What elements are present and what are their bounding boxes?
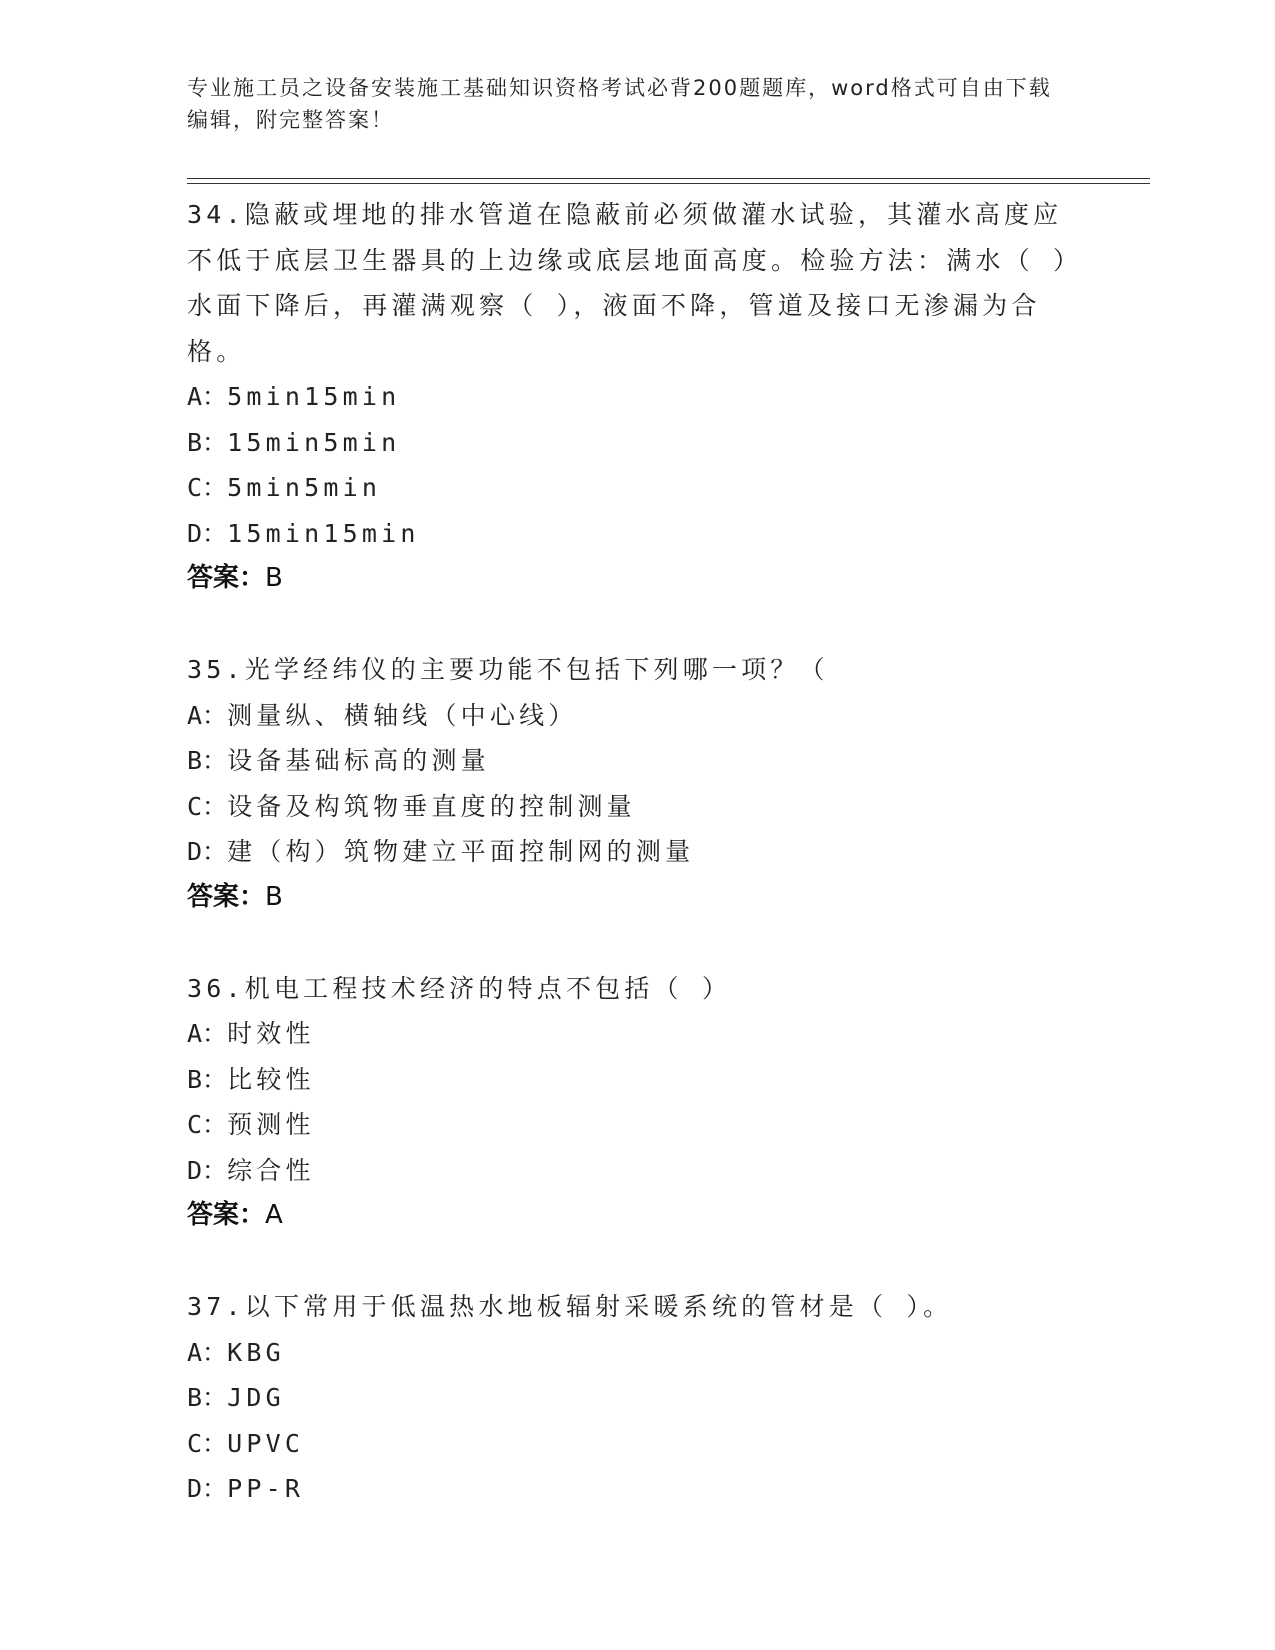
option-b xyxy=(187,420,1087,466)
option-b xyxy=(187,738,1087,784)
header-divider-bottom xyxy=(187,183,1150,184)
option-key: D： xyxy=(187,1474,228,1503)
question-37 xyxy=(187,1284,1087,1512)
question-36 xyxy=(187,966,1087,1239)
option-c xyxy=(187,465,1087,511)
option-text: KBG xyxy=(227,1337,285,1367)
header-divider-top xyxy=(187,178,1150,179)
question-stem: 34.隐蔽或埋地的排水管道在隐蔽前必须做灌水试验，其灌水高度应不低于底层卫生器具的上边缘或底层地面高度。检验方法：满水（ ）水面下降后，再灌满观察（ ），液面不降，管道及接口无渗漏为合格。 xyxy=(187,200,1083,366)
option-c xyxy=(187,1102,1087,1148)
option-text: 时效性 xyxy=(227,1019,315,1048)
option-text: JDG xyxy=(227,1383,285,1412)
document-header: 专业施工员之设备安装施工基础知识资格考试必背200题题库，word格式可自由下载编辑，附完整答案！ xyxy=(187,76,1052,132)
option-text: PP-R xyxy=(227,1474,305,1503)
answer-label: 答案： xyxy=(187,881,266,912)
answer xyxy=(187,875,1087,921)
option-text: 设备基础标高的测量 xyxy=(227,746,490,775)
question-spacer xyxy=(187,1239,1087,1285)
option-a xyxy=(187,693,1087,739)
option-text: 预测性 xyxy=(227,1110,315,1139)
option-d xyxy=(187,829,1087,875)
option-key: B： xyxy=(187,1064,228,1094)
option-key: D： xyxy=(187,518,228,548)
answer-label: 答案： xyxy=(187,1200,266,1230)
question-stem: 37.以下常用于低温热水地板辐射采暖系统的管材是（ ）。 xyxy=(187,1292,953,1321)
answer-value: B xyxy=(265,563,283,593)
option-d xyxy=(187,511,1087,557)
option-key: B： xyxy=(187,1383,228,1412)
answer-value: B xyxy=(265,881,283,912)
option-text: 5min15min xyxy=(227,382,401,411)
option-text: 5min5min xyxy=(227,473,382,502)
question-spacer xyxy=(187,920,1087,966)
option-key: C： xyxy=(187,1428,228,1458)
option-d xyxy=(187,1466,1087,1512)
question-list xyxy=(187,192,1087,1512)
answer xyxy=(187,1193,1087,1239)
option-text: 综合性 xyxy=(227,1155,315,1185)
option-b xyxy=(187,1057,1087,1103)
question-34 xyxy=(187,192,1087,602)
option-key: D： xyxy=(187,837,228,866)
option-key: D： xyxy=(187,1155,228,1185)
option-a xyxy=(187,374,1087,420)
option-text: 测量纵、横轴线（中心线） xyxy=(227,700,578,730)
option-text: 15min5min xyxy=(227,427,401,457)
answer-value: A xyxy=(265,1200,283,1230)
question-spacer xyxy=(187,602,1087,648)
option-c xyxy=(187,1421,1087,1467)
option-text: 设备及构筑物垂直度的控制测量 xyxy=(227,791,636,821)
option-a xyxy=(187,1011,1087,1057)
option-text: 比较性 xyxy=(227,1064,315,1094)
option-key: B： xyxy=(187,746,228,775)
option-key: C： xyxy=(187,473,228,502)
option-key: B： xyxy=(187,427,228,457)
option-key: A： xyxy=(187,382,228,411)
option-key: C： xyxy=(187,1110,228,1139)
question-35 xyxy=(187,647,1087,920)
option-c xyxy=(187,784,1087,830)
answer xyxy=(187,556,1087,602)
answer-label: 答案： xyxy=(187,563,266,593)
question-stem: 35.光学经纬仪的主要功能不包括下列哪一项？（ xyxy=(187,655,829,684)
option-key: A： xyxy=(187,700,228,730)
option-b xyxy=(187,1375,1087,1421)
option-text: 15min15min xyxy=(227,518,420,548)
option-a xyxy=(187,1330,1087,1376)
option-text: 建（构）筑物建立平面控制网的测量 xyxy=(227,837,695,866)
option-text: UPVC xyxy=(227,1428,305,1458)
option-key: A： xyxy=(187,1337,228,1367)
option-key: A： xyxy=(187,1019,228,1048)
question-stem: 36.机电工程技术经济的特点不包括（ ） xyxy=(187,973,732,1003)
option-key: C： xyxy=(187,791,228,821)
option-d xyxy=(187,1148,1087,1194)
